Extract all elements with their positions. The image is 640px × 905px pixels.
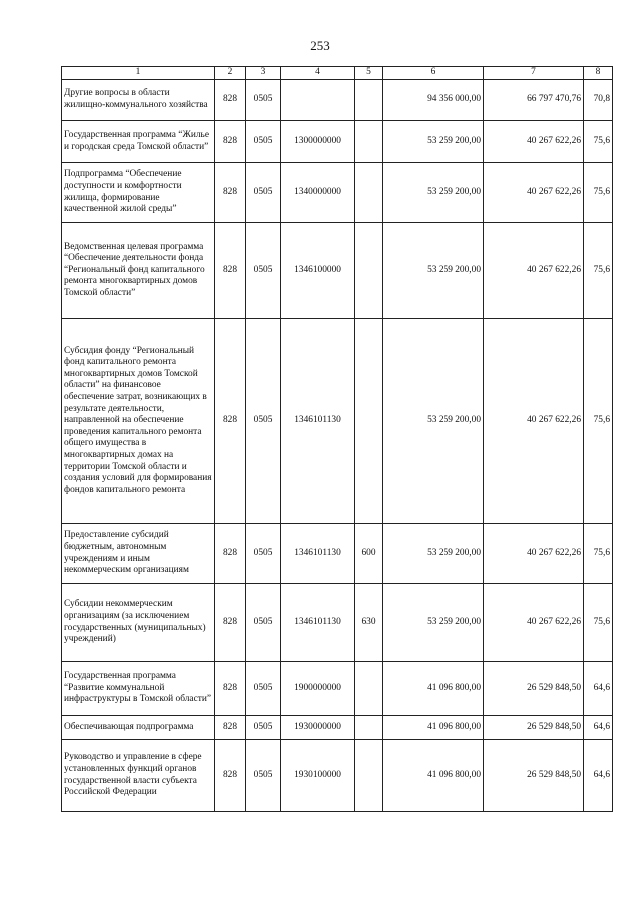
- table-row: [62, 716, 613, 740]
- row-ministry: 828: [215, 223, 246, 319]
- row-ministry: 828: [215, 716, 246, 740]
- row-plan: 41 096 800,00: [383, 740, 484, 812]
- row-actual: 40 267 622,26: [484, 223, 584, 319]
- row-name: Подпрограмма “Обеспечение доступности и комфортности жилища, формирование качественной жилой среды”: [62, 163, 215, 223]
- table-row: [62, 662, 613, 716]
- row-plan: 53 259 200,00: [383, 524, 484, 584]
- row-percent: 64,6: [584, 740, 613, 812]
- table-row: [62, 740, 613, 812]
- row-ministry: 828: [215, 80, 246, 121]
- row-actual: 40 267 622,26: [484, 584, 584, 662]
- row-type: [355, 740, 383, 812]
- budget-table: [61, 66, 613, 812]
- row-target: 1346101130: [281, 584, 355, 662]
- row-actual: 66 797 470,76: [484, 80, 584, 121]
- row-percent: 75,6: [584, 223, 613, 319]
- table-row: [62, 319, 613, 524]
- row-section: 0505: [246, 584, 281, 662]
- row-ministry: 828: [215, 740, 246, 812]
- table-row: [62, 163, 613, 223]
- row-section: 0505: [246, 716, 281, 740]
- row-section: 0505: [246, 662, 281, 716]
- row-target: [281, 80, 355, 121]
- row-section: 0505: [246, 319, 281, 524]
- header-cell: 6: [383, 67, 484, 80]
- row-plan: 53 259 200,00: [383, 584, 484, 662]
- row-name: Ведомственная целевая программа “Обеспечение деятельности фонда “Региональный фонд капитального ремонта многоквартирных домов Томской области”: [62, 223, 215, 319]
- row-percent: 75,6: [584, 524, 613, 584]
- row-plan: 53 259 200,00: [383, 163, 484, 223]
- row-ministry: 828: [215, 319, 246, 524]
- row-type: [355, 80, 383, 121]
- row-plan: 41 096 800,00: [383, 716, 484, 740]
- row-name: Субсидия фонду “Региональный фонд капитального ремонта многоквартирных домов Томской области” на финансовое обеспечение затрат, возникающих в результате деятельности, направленной на обеспечение проведения капитального ремонта общего имущества в многоквартирных домах на территории Томской области и создания условий для формирования фондов капитального ремонта: [62, 319, 215, 524]
- row-percent: 75,6: [584, 121, 613, 163]
- table-row: [62, 584, 613, 662]
- row-actual: 26 529 848,50: [484, 662, 584, 716]
- row-name: Другие вопросы в области жилищно-коммунального хозяйства: [62, 80, 215, 121]
- row-target: 1346101130: [281, 319, 355, 524]
- row-ministry: 828: [215, 584, 246, 662]
- header-cell: 5: [355, 67, 383, 80]
- row-name: Предоставление субсидий бюджетным, автономным учреждениям и иным некоммерческим организациям: [62, 524, 215, 584]
- header-cell: 2: [215, 67, 246, 80]
- row-section: 0505: [246, 223, 281, 319]
- row-section: 0505: [246, 524, 281, 584]
- row-plan: 53 259 200,00: [383, 319, 484, 524]
- row-type: [355, 163, 383, 223]
- row-name: Руководство и управление в сфере установленных функций органов государственной власти субъекта Российской Федерации: [62, 740, 215, 812]
- row-actual: 26 529 848,50: [484, 740, 584, 812]
- row-actual: 40 267 622,26: [484, 163, 584, 223]
- row-percent: 64,6: [584, 662, 613, 716]
- row-percent: 64,6: [584, 716, 613, 740]
- page-number: 253: [310, 38, 330, 53]
- header-cell: 8: [584, 67, 613, 80]
- row-percent: 75,6: [584, 319, 613, 524]
- row-ministry: 828: [215, 163, 246, 223]
- row-plan: 41 096 800,00: [383, 662, 484, 716]
- row-plan: 94 356 000,00: [383, 80, 484, 121]
- row-actual: 40 267 622,26: [484, 121, 584, 163]
- table-row: [62, 524, 613, 584]
- header-cell: 7: [484, 67, 584, 80]
- row-target: 1346100000: [281, 223, 355, 319]
- row-type: [355, 716, 383, 740]
- row-ministry: 828: [215, 662, 246, 716]
- row-type: 630: [355, 584, 383, 662]
- row-target: 1900000000: [281, 662, 355, 716]
- row-actual: 40 267 622,26: [484, 319, 584, 524]
- table-header-row: [62, 67, 613, 80]
- row-ministry: 828: [215, 524, 246, 584]
- row-section: 0505: [246, 121, 281, 163]
- row-name: Государственная программа “Развитие коммунальной инфраструктуры в Томской области”: [62, 662, 215, 716]
- row-actual: 40 267 622,26: [484, 524, 584, 584]
- row-name: Обеспечивающая подпрограмма: [62, 716, 215, 740]
- header-cell: 1: [62, 67, 215, 80]
- row-type: [355, 319, 383, 524]
- row-plan: 53 259 200,00: [383, 121, 484, 163]
- row-section: 0505: [246, 80, 281, 121]
- row-type: [355, 662, 383, 716]
- row-actual: 26 529 848,50: [484, 716, 584, 740]
- row-plan: 53 259 200,00: [383, 223, 484, 319]
- row-target: 1340000000: [281, 163, 355, 223]
- row-type: [355, 121, 383, 163]
- row-percent: 70,8: [584, 80, 613, 121]
- row-percent: 75,6: [584, 584, 613, 662]
- row-percent: 75,6: [584, 163, 613, 223]
- row-type: [355, 223, 383, 319]
- row-type: 600: [355, 524, 383, 584]
- row-target: 1930000000: [281, 716, 355, 740]
- row-name: Государственная программа “Жилье и городская среда Томской области”: [62, 121, 215, 163]
- header-cell: 3: [246, 67, 281, 80]
- table-row: [62, 223, 613, 319]
- row-section: 0505: [246, 740, 281, 812]
- row-target: 1346101130: [281, 524, 355, 584]
- table-row: [62, 121, 613, 163]
- row-target: 1930100000: [281, 740, 355, 812]
- table-row: [62, 80, 613, 121]
- row-name: Субсидии некоммерческим организациям (за исключением государственных (муниципальных) учреждений): [62, 584, 215, 662]
- row-section: 0505: [246, 163, 281, 223]
- row-target: 1300000000: [281, 121, 355, 163]
- header-cell: 4: [281, 67, 355, 80]
- row-ministry: 828: [215, 121, 246, 163]
